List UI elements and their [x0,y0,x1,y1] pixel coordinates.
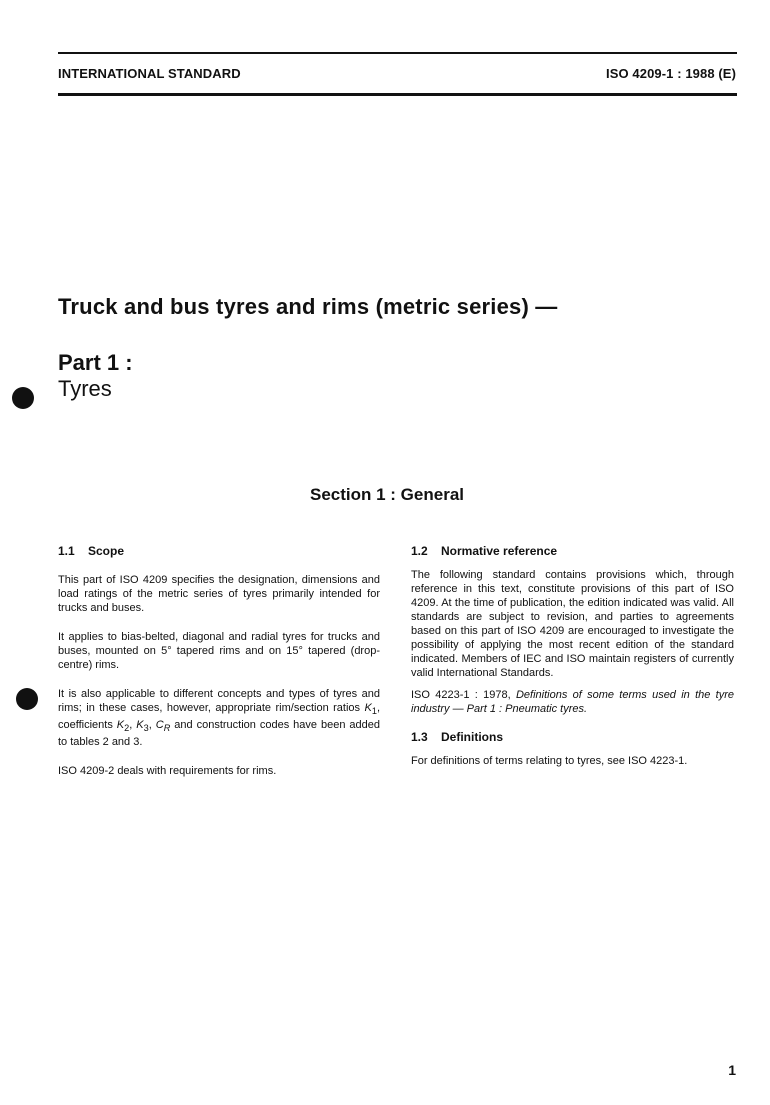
part-label: Part 1 : [58,350,133,375]
normative-reference-paragraph: The following standard contains provisions which, through reference in this text, constitute provisions of this part of ISO 4209. At the time of publication, the edition indicated was valid. All standards are subject to revision, and parties to agreements based on this part of ISO 4209 are encouraged to investigate the possibility of applying the most recent edition of the standard indicated. Members of IEC and ISO maintain registers of currently valid International Standards. [411,569,734,679]
document-title: Truck and bus tyres and rims (metric series) — [58,294,558,319]
right-column [411,544,734,776]
scope-paragraph-2: It applies to bias-belted, diagonal and radial tyres for trucks and buses, mounted on 5° tapered rims and on 15° tapered (drop-centre) rims. [58,631,380,671]
header-standard-number: ISO 4209-1 : 1988 (E) [606,66,736,81]
part-subtitle: Tyres [58,376,112,401]
heading-text: Normative reference [441,544,558,558]
heading-number: 1.3 [411,730,428,744]
header-rule-top [58,52,737,54]
heading-definitions [411,730,734,744]
heading-scope [58,544,380,558]
margin-bullet-mark [16,688,38,710]
heading-text: Definitions [441,730,503,744]
page-number: 1 [728,1062,736,1078]
left-column [58,544,380,793]
heading-text: Scope [88,544,125,558]
section-title: Section 1 : General [310,485,464,504]
heading-number: 1.2 [411,544,428,558]
definitions-paragraph: For definitions of terms relating to tyres, see ISO 4223-1. [411,755,688,767]
margin-bullet-mark [12,387,34,409]
scope-paragraph-1: This part of ISO 4209 specifies the designation, dimensions and load ratings of the metric series of tyres primarily intended for trucks and buses. [58,574,380,614]
scope-paragraph-3: It is also applicable to different concepts and types of tyres and rims; in these cases, however, appropriate rim/section ratios $K_1$, coefficients $K_2$, $K_3$, $C_R$ and construction codes have been added to tables 2 and 3. [58,688,381,749]
header-standard-type: INTERNATIONAL STANDARD [58,66,241,81]
header-rule-bottom [58,93,737,96]
heading-normative-reference [411,544,734,558]
heading-number: 1.1 [58,544,75,558]
scope-paragraph-4: ISO 4209-2 deals with requirements for rims. [58,765,277,778]
reference-entry: ISO 4223-1 : 1978, Definitions of some terms used in the tyre industry — Part 1 : Pneumatic tyres. [411,689,734,715]
